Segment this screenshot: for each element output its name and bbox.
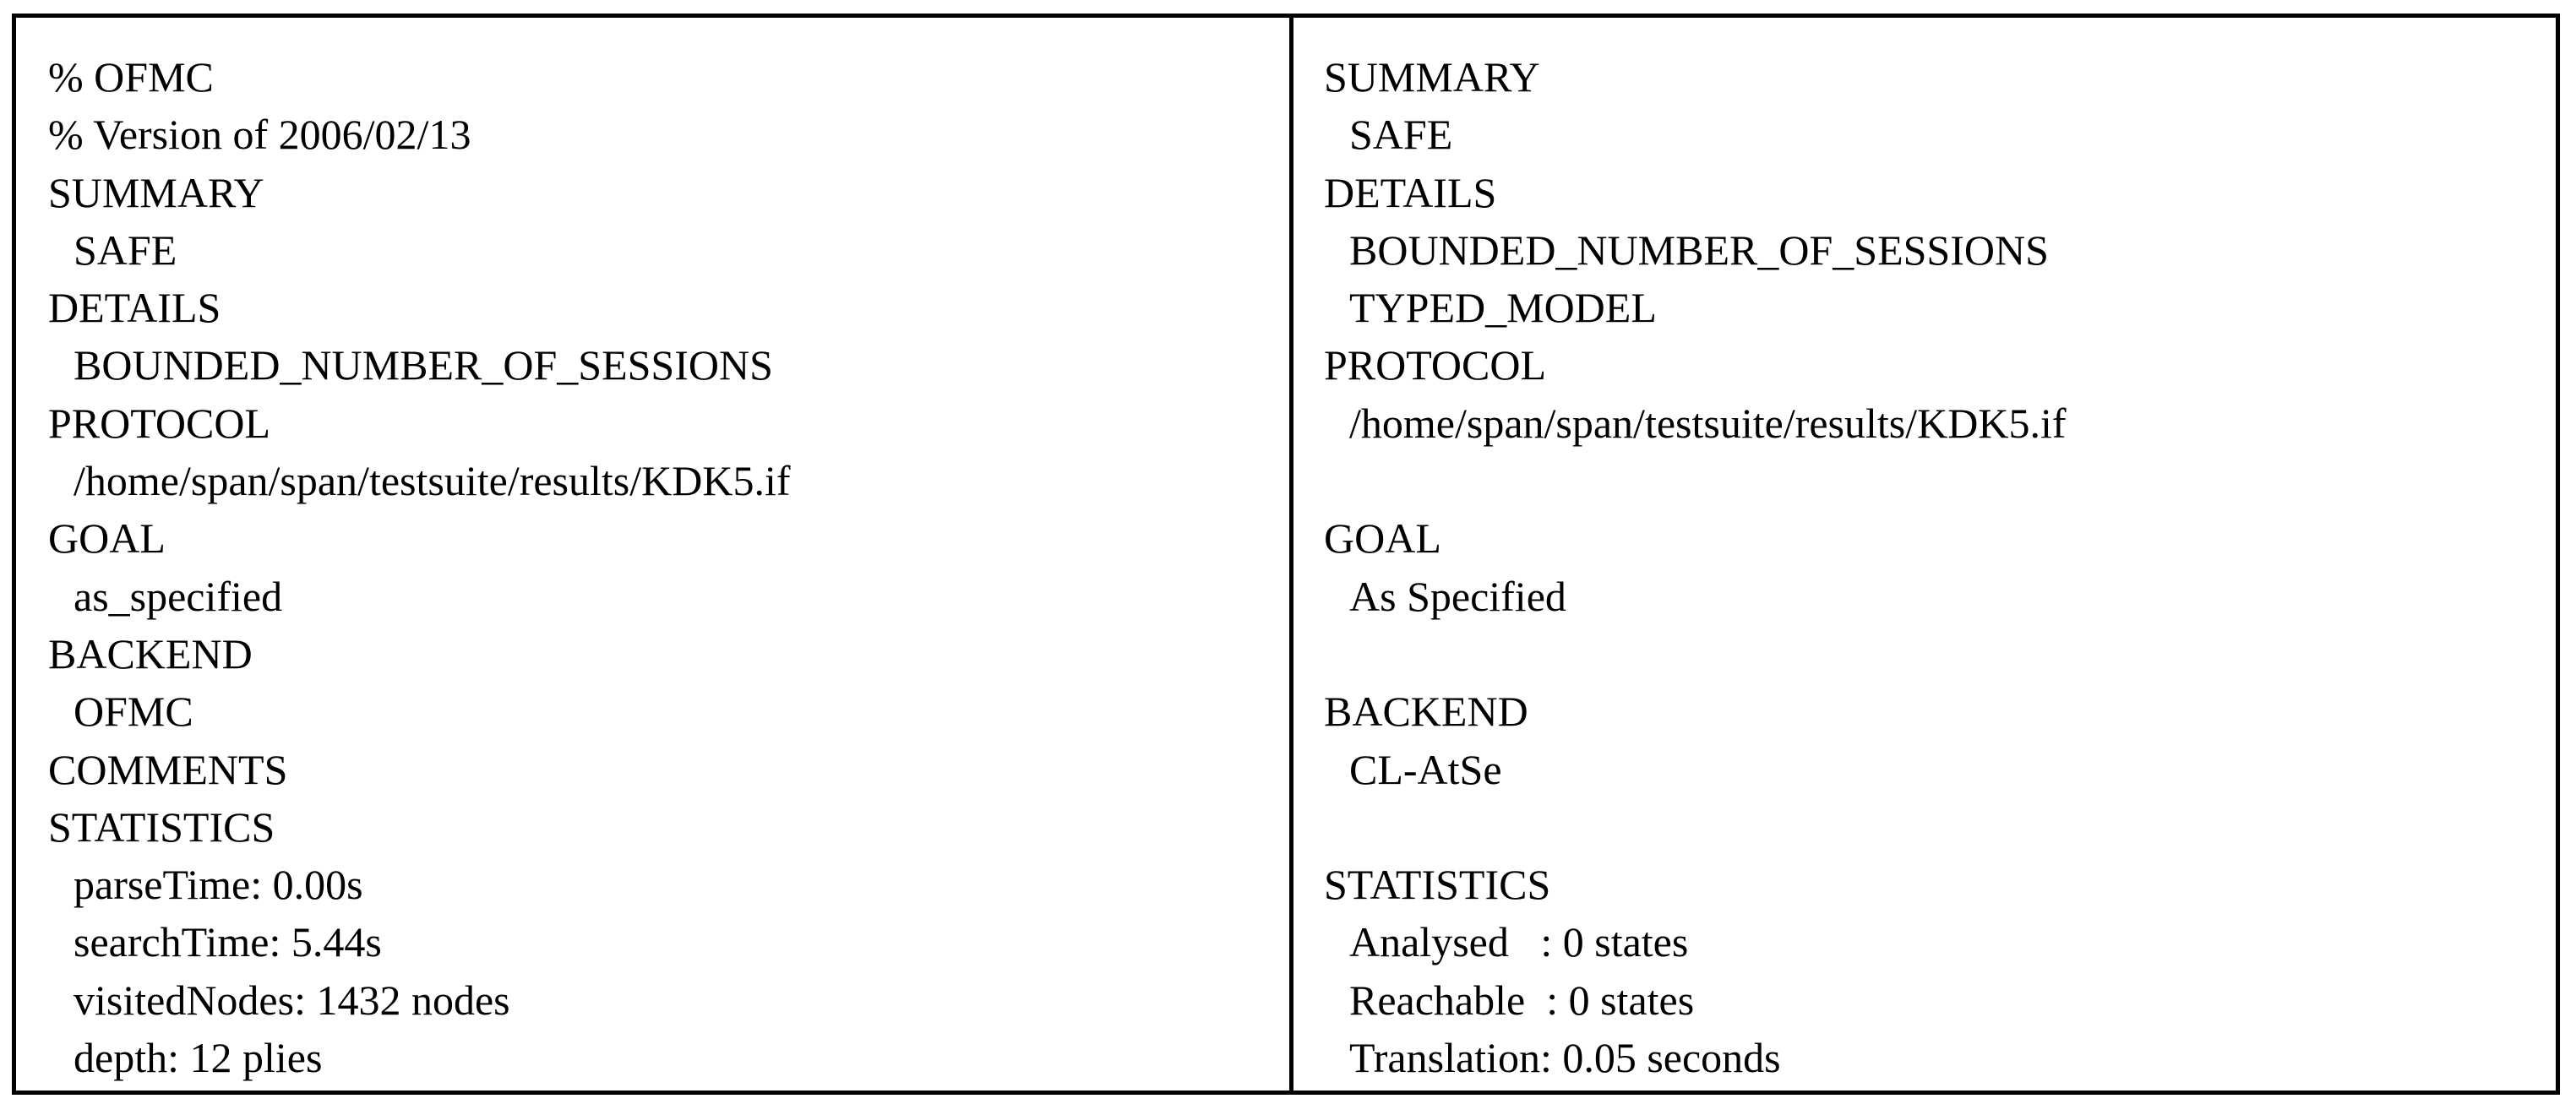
- output-section-heading: DETAILS: [1324, 168, 1497, 216]
- clatse-output-column: [1324, 48, 2067, 1086]
- output-value-line: As Specified: [1349, 572, 1566, 620]
- output-section-heading: % Version of 2006/02/13: [48, 111, 471, 159]
- comparison-table: [12, 14, 2560, 1095]
- output-section-heading: COMMENTS: [48, 745, 288, 793]
- output-value-line: depth: 12 plies: [74, 1034, 323, 1082]
- output-value-line: Reachable : 0 states: [1349, 976, 1695, 1024]
- output-section-heading: % OFMC: [48, 53, 214, 101]
- output-section-heading: BACKEND: [48, 629, 253, 677]
- output-value-line: /home/span/span/testsuite/results/KDK5.if: [74, 457, 791, 505]
- output-section-heading: GOAL: [48, 514, 166, 563]
- ofmc-output-column: [48, 48, 791, 1086]
- output-value-line: /home/span/span/testsuite/results/KDK5.if: [1349, 399, 2067, 447]
- output-value-line: searchTime: 5.44s: [74, 918, 382, 966]
- output-value-line: Analysed : 0 states: [1349, 918, 1689, 966]
- output-value-line: CL-AtSe: [1349, 745, 1502, 793]
- blank-line: [1324, 625, 2067, 683]
- output-section-heading: STATISTICS: [1324, 861, 1551, 909]
- output-section-heading: STATISTICS: [48, 802, 275, 851]
- output-value-line: visitedNodes: 1432 nodes: [74, 976, 510, 1024]
- output-section-heading: DETAILS: [48, 284, 221, 332]
- output-value-line: SAFE: [1349, 111, 1453, 159]
- output-section-heading: GOAL: [1324, 514, 1441, 563]
- output-section-heading: PROTOCOL: [1324, 341, 1547, 389]
- output-value-line: SAFE: [74, 226, 177, 274]
- output-value-line: Translation: 0.05 seconds: [1349, 1034, 1781, 1082]
- output-value-line: TYPED_MODEL: [1349, 284, 1657, 332]
- column-divider: [1289, 18, 1293, 1091]
- output-section-heading: SUMMARY: [1324, 53, 1540, 101]
- output-value-line: parseTime: 0.00s: [74, 861, 363, 909]
- blank-line: [1324, 798, 2067, 856]
- output-section-heading: BACKEND: [1324, 688, 1528, 736]
- blank-line: [1324, 452, 2067, 509]
- output-value-line: OFMC: [74, 688, 193, 736]
- output-section-heading: PROTOCOL: [48, 399, 271, 447]
- output-value-line: as_specified: [74, 572, 283, 620]
- output-section-heading: SUMMARY: [48, 168, 264, 216]
- output-value-line: BOUNDED_NUMBER_OF_SESSIONS: [74, 341, 773, 389]
- output-value-line: BOUNDED_NUMBER_OF_SESSIONS: [1349, 226, 2049, 274]
